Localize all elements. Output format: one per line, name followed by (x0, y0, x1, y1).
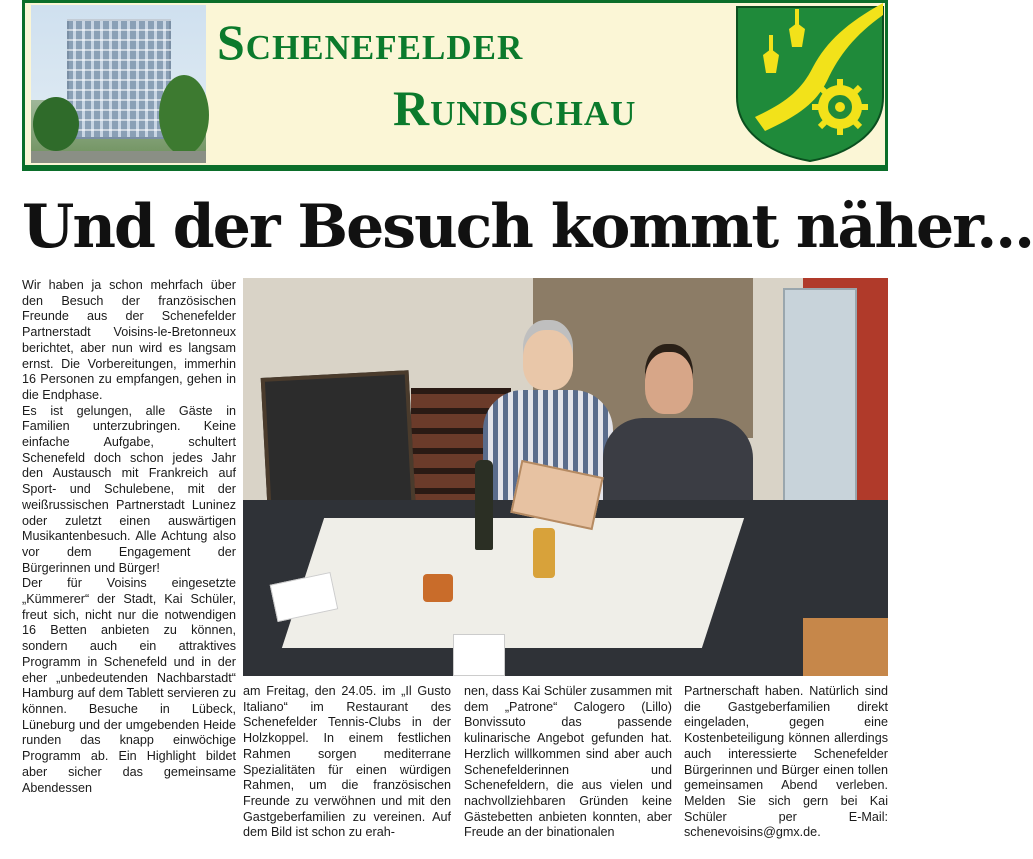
article-paragraph: Es ist gelungen, alle Gäste in Familien unterzubringen. Keine einfache Aufgabe, schultert Schenefeld doch schon jedes Jahr den Austausch mit Frankreich auf Sport- und Schulebene, mit der weißrussischen Partnerstadt Luninez oder zuletzt einen auswärtigen Musikantenbesuch. Alle Achtung also vor dem Engagement der Bürgerinnen und Bürger! (22, 403, 236, 575)
article-paragraph: Partnerschaft haben. Natürlich sind die Gastgeberfamilien direkt eingeladen, gegen eine Kostenbeteiligung können allerdings auch interessierte Schenefelder Bürgerinnen und Bürger einen tollen gemeinsamen Abend verleben. Melden Sie sich gern bei Kai Schüler per E-Mail: schenevoisins@gmx.de. (684, 684, 888, 840)
coat-of-arms-icon (735, 5, 885, 163)
article-column-1 (22, 278, 236, 856)
photo-oil-bottle (533, 528, 555, 578)
article-paragraph: nen, dass Kai Schüler zusammen mit dem „Patrone“ Calogero (Lillo) Bonvissuto das passende kulinarische Angebot gefunden hat. Herzlich willkommen sind aber auch Schenefelderinnen und Schenefeldern, die aus vielen und nachvollziehbaren Gründen keine Gästebetten anbieten konnten, aber Freude an der binationalen (464, 684, 672, 840)
masthead-photo-high-rise (31, 5, 206, 163)
article-column-4 (684, 684, 888, 856)
article-paragraph: Der für Voisins eingesetzte „Kümmerer“ der Stadt, Kai Schüler, freut sich, nicht nur die notwendigen 16 Betten anbieten zu können, sondern auch ein attraktives Programm in Schenefeld und in der eher „unbedeutenden Nachbarstadt“ Hamburg auf dem Tablett servieren zu können. Besuche in Lübeck, Lüneburg und der umgebenden Heide runden das knapp einwöchige Programm ab. Ein Highlight bildet aber sicher das gemeinsame Abendessen (22, 576, 236, 795)
tree-shape (33, 97, 79, 151)
masthead-title-line1: Schenefelder (217, 14, 524, 70)
article-column-2 (243, 684, 451, 856)
tree-shape (159, 75, 209, 155)
masthead-title-line2: Rundschau (393, 80, 637, 136)
article-headline: Und der Besuch kommt näher... (22, 192, 1033, 262)
tower-building-image (67, 19, 171, 139)
restaurant-photo (243, 278, 888, 676)
photo-wine-bottle (475, 460, 493, 550)
photo-person-head (523, 330, 573, 390)
photo-table-runner (282, 518, 744, 648)
masthead (22, 0, 888, 168)
masthead-title (215, 11, 735, 161)
photo-candle-jar (423, 574, 453, 602)
photo-napkin (453, 634, 505, 676)
article-paragraph: Wir haben ja schon mehrfach über den Besuch der französischen Freunde aus der Schenefelder Partnerstadt Voisins-le-Bretonneux berichtet, aber nun wird es langsam ernst. Die Vorbereitungen, immerhin 16 Personen zu empfangen, gehen in die Endphase. (22, 278, 236, 402)
article-column-3 (464, 684, 672, 856)
article-paragraph: am Freitag, den 24.05. im „Il Gusto Italiano“ im Restaurant des Schenefelder Tennis-Clubs in der Holzkoppel. In einem festlichen Rahmen sorgen mediterrane Spezialitäten für einen würdigen Rahmen, um die französischen Freunde zu verwöhnen und mit den Gastgeberfamilien zu vereinen. Auf dem Bild ist schon zu erah- (243, 684, 451, 840)
cogwheel-icon (812, 79, 868, 135)
street-shape (31, 151, 206, 163)
photo-person-head (645, 352, 693, 414)
photo-chair (803, 618, 888, 676)
masthead-rule (22, 166, 888, 171)
